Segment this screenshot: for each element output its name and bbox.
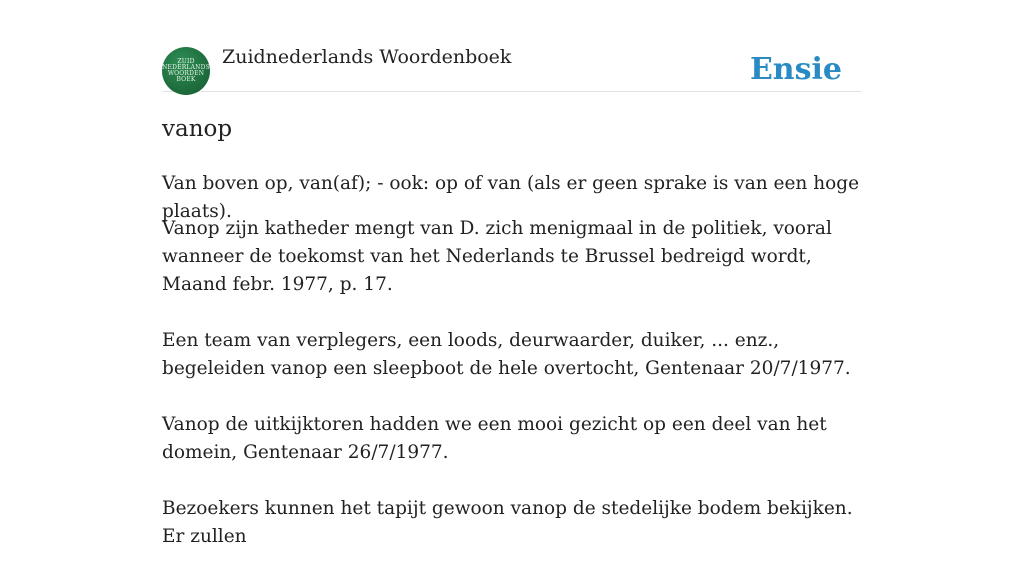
header <box>162 0 862 92</box>
entry-definition: Van boven op, van(af); - ook: op of van (als er geen sprake is van een hoge plaats). <box>162 173 860 222</box>
page-container <box>162 0 862 547</box>
logo-line: BOEK <box>176 76 196 83</box>
examples-list <box>162 215 862 579</box>
source-logo[interactable] <box>162 47 210 95</box>
ensie-brand-logo[interactable]: Ensie <box>749 52 842 87</box>
example-quote: Vanop de uitkijktoren hadden we een mooi gezicht op een deel van het domein, Gentenaar 26/7/1977. <box>162 414 827 463</box>
logo-line: WOORDEN <box>167 70 205 77</box>
source-title-link[interactable]: Zuidnederlands Woordenboek <box>222 46 512 68</box>
logo-line: NEDERLANDS <box>162 64 210 71</box>
example-quote: Vanop zijn katheder mengt van D. zich menigmaal in de politiek, vooral wanneer de toekomst van het Nederlands te Brussel bedreigd wordt, Maand febr. 1977, p. 17. <box>162 218 832 295</box>
example-quote: Een team van verplegers, een loods, deurwaarder, duiker, ... enz., begeleiden vanop een sleepboot de hele overtocht, Gentenaar 20/7/1977. <box>162 330 851 379</box>
entry-title: vanop <box>162 116 233 142</box>
logo-line: ZUID <box>177 58 195 65</box>
example-quote: Bezoekers kunnen het tapijt gewoon vanop de stedelijke bodem bekijken. Er zullen <box>162 498 853 547</box>
